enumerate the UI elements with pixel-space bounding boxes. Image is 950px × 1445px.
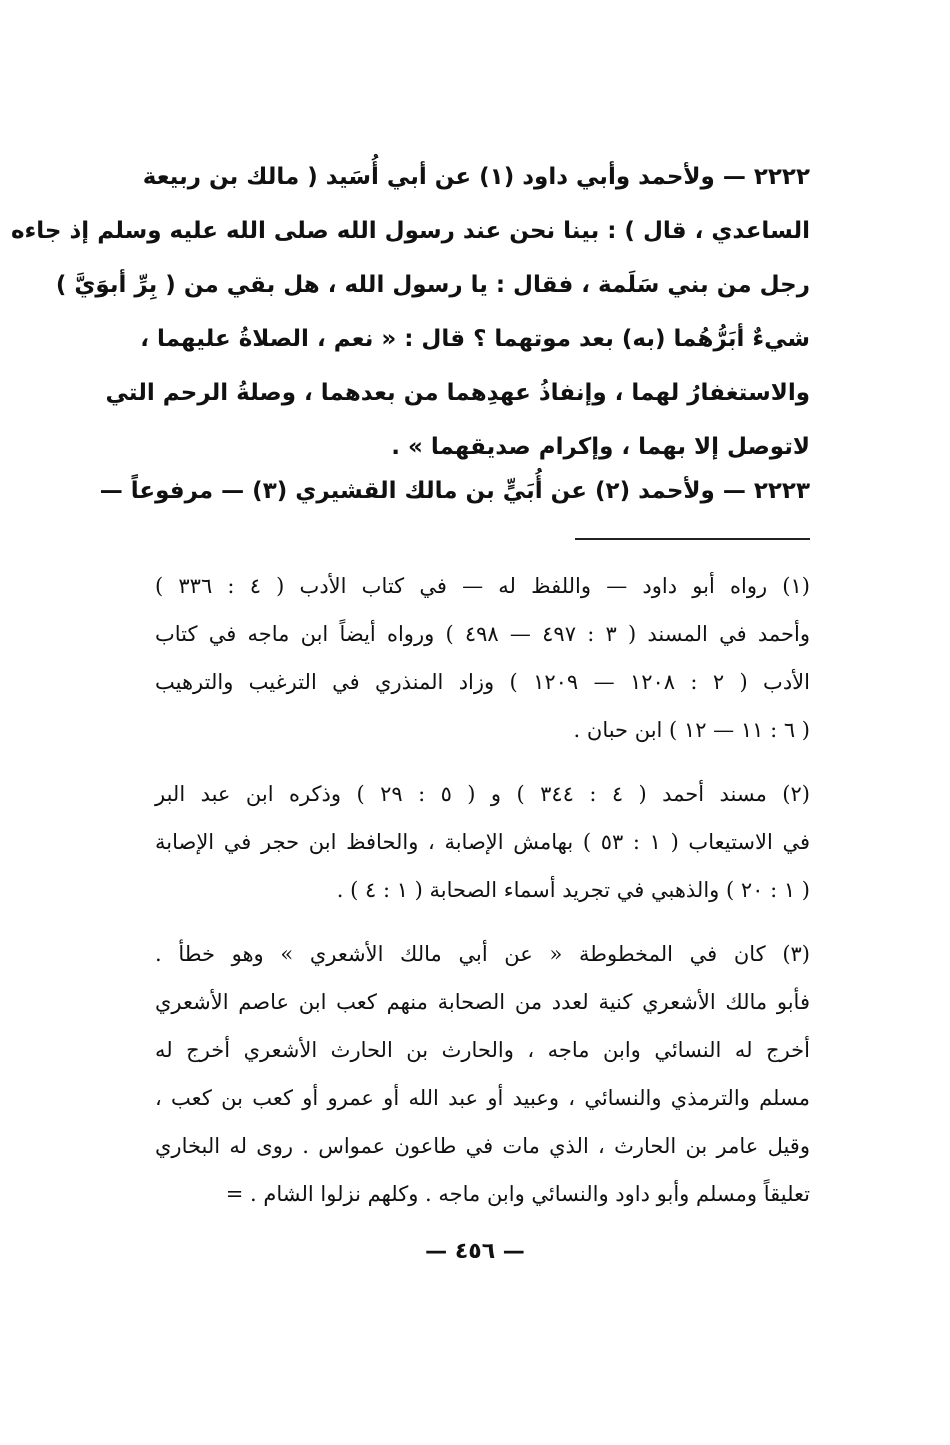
footnote-line: تعليقاً ومسلم وأبو داود والنسائي وابن ماجه . وكلهم نزلوا الشام . = bbox=[225, 1182, 810, 1206]
footnote-line: فأبو مالك الأشعري كنية لعدد من الصحابة منهم كعب ابن عاصم الأشعري bbox=[155, 990, 810, 1014]
footnote-line: ( ٦ : ١١ — ١٢ ) ابن حبان . bbox=[573, 718, 810, 742]
main-text-line: لاتوصل إلا بهما ، وإكرام صديقهما » . bbox=[391, 434, 810, 460]
footnote-spacer bbox=[155, 754, 810, 770]
footnote-line: في الاستيعاب ( ١ : ٥٣ ) بهامش الإصابة ، والحافظ ابن حجر في الإصابة bbox=[155, 830, 811, 854]
footnote-line: (٢) مسند أحمد ( ٤ : ٣٤٤ ) و ( ٥ : ٢٩ ) وذكره ابن عبد البر bbox=[155, 782, 810, 806]
page-number: — ٤٥٦ — bbox=[425, 1239, 525, 1264]
footnote-spacer bbox=[155, 914, 810, 930]
footnotes-block bbox=[155, 562, 810, 1218]
hadith-2223-heading: ٢٢٢٣ — ولأحمد (٢) عن أُبَيٍّ بن مالك القشيري (٣) — مرفوعاً — bbox=[99, 478, 810, 504]
footnote-line: مسلم والترمذي والنسائي ، وعبيد أو عبد الله أو عمرو أو كعب بن كعب ، bbox=[155, 1086, 810, 1110]
footnote-3 bbox=[155, 930, 810, 1218]
footnote-line: (٣) كان في المخطوطة « عن أبي مالك الأشعري » وهو خطأ . bbox=[155, 942, 810, 966]
footnote-separator bbox=[575, 538, 810, 540]
hadith-2222-block bbox=[10, 150, 810, 474]
main-text-line: الساعدي ، قال ) : بينا نحن عند رسول الله صلى الله عليه وسلم إذ جاءه bbox=[10, 218, 810, 244]
footnote-line: الأدب ( ٢ : ١٢٠٨ — ١٢٠٩ ) وزاد المنذري في الترغيب والترهيب bbox=[155, 670, 810, 694]
footnote-2 bbox=[155, 770, 810, 914]
main-text-line: ٢٢٢٢ — ولأحمد وأبي داود (١) عن أبي أُسَيد ( مالك بن ربيعة bbox=[142, 164, 810, 190]
footnote-line: وأحمد في المسند ( ٣ : ٤٩٧ — ٤٩٨ ) ورواه أيضاً ابن ماجه في كتاب bbox=[155, 622, 810, 646]
main-text-line: رجل من بني سَلَمة ، فقال : يا رسول الله ، هل بقي من ( بِرِّ أبوَيَّ ) bbox=[55, 272, 810, 298]
footnote-line: (١) رواه أبو داود — واللفظ له — في كتاب الأدب ( ٤ : ٣٣٦ ) bbox=[155, 574, 810, 598]
footnote-line: وقيل عامر بن الحارث ، الذي مات في طاعون عمواس . روى له البخاري bbox=[155, 1134, 810, 1158]
main-text-line: والاستغفارُ لهما ، وإنفاذُ عهدِهما من بعدهما ، وصلةُ الرحم التي bbox=[105, 380, 810, 406]
main-text-line: شيءٌ أبَرُّهُما (به) بعد موتهما ؟ قال : « نعم ، الصلاةُ عليهما ، bbox=[140, 326, 810, 352]
footnote-line: ( ١ : ٢٠ ) والذهبي في تجريد أسماء الصحابة ( ١ : ٤ ) . bbox=[336, 878, 810, 902]
footnote-line: أخرج له النسائي وابن ماجه ، والحارث بن الحارث الأشعري أخرج له bbox=[155, 1038, 810, 1062]
footnote-1 bbox=[155, 562, 810, 754]
